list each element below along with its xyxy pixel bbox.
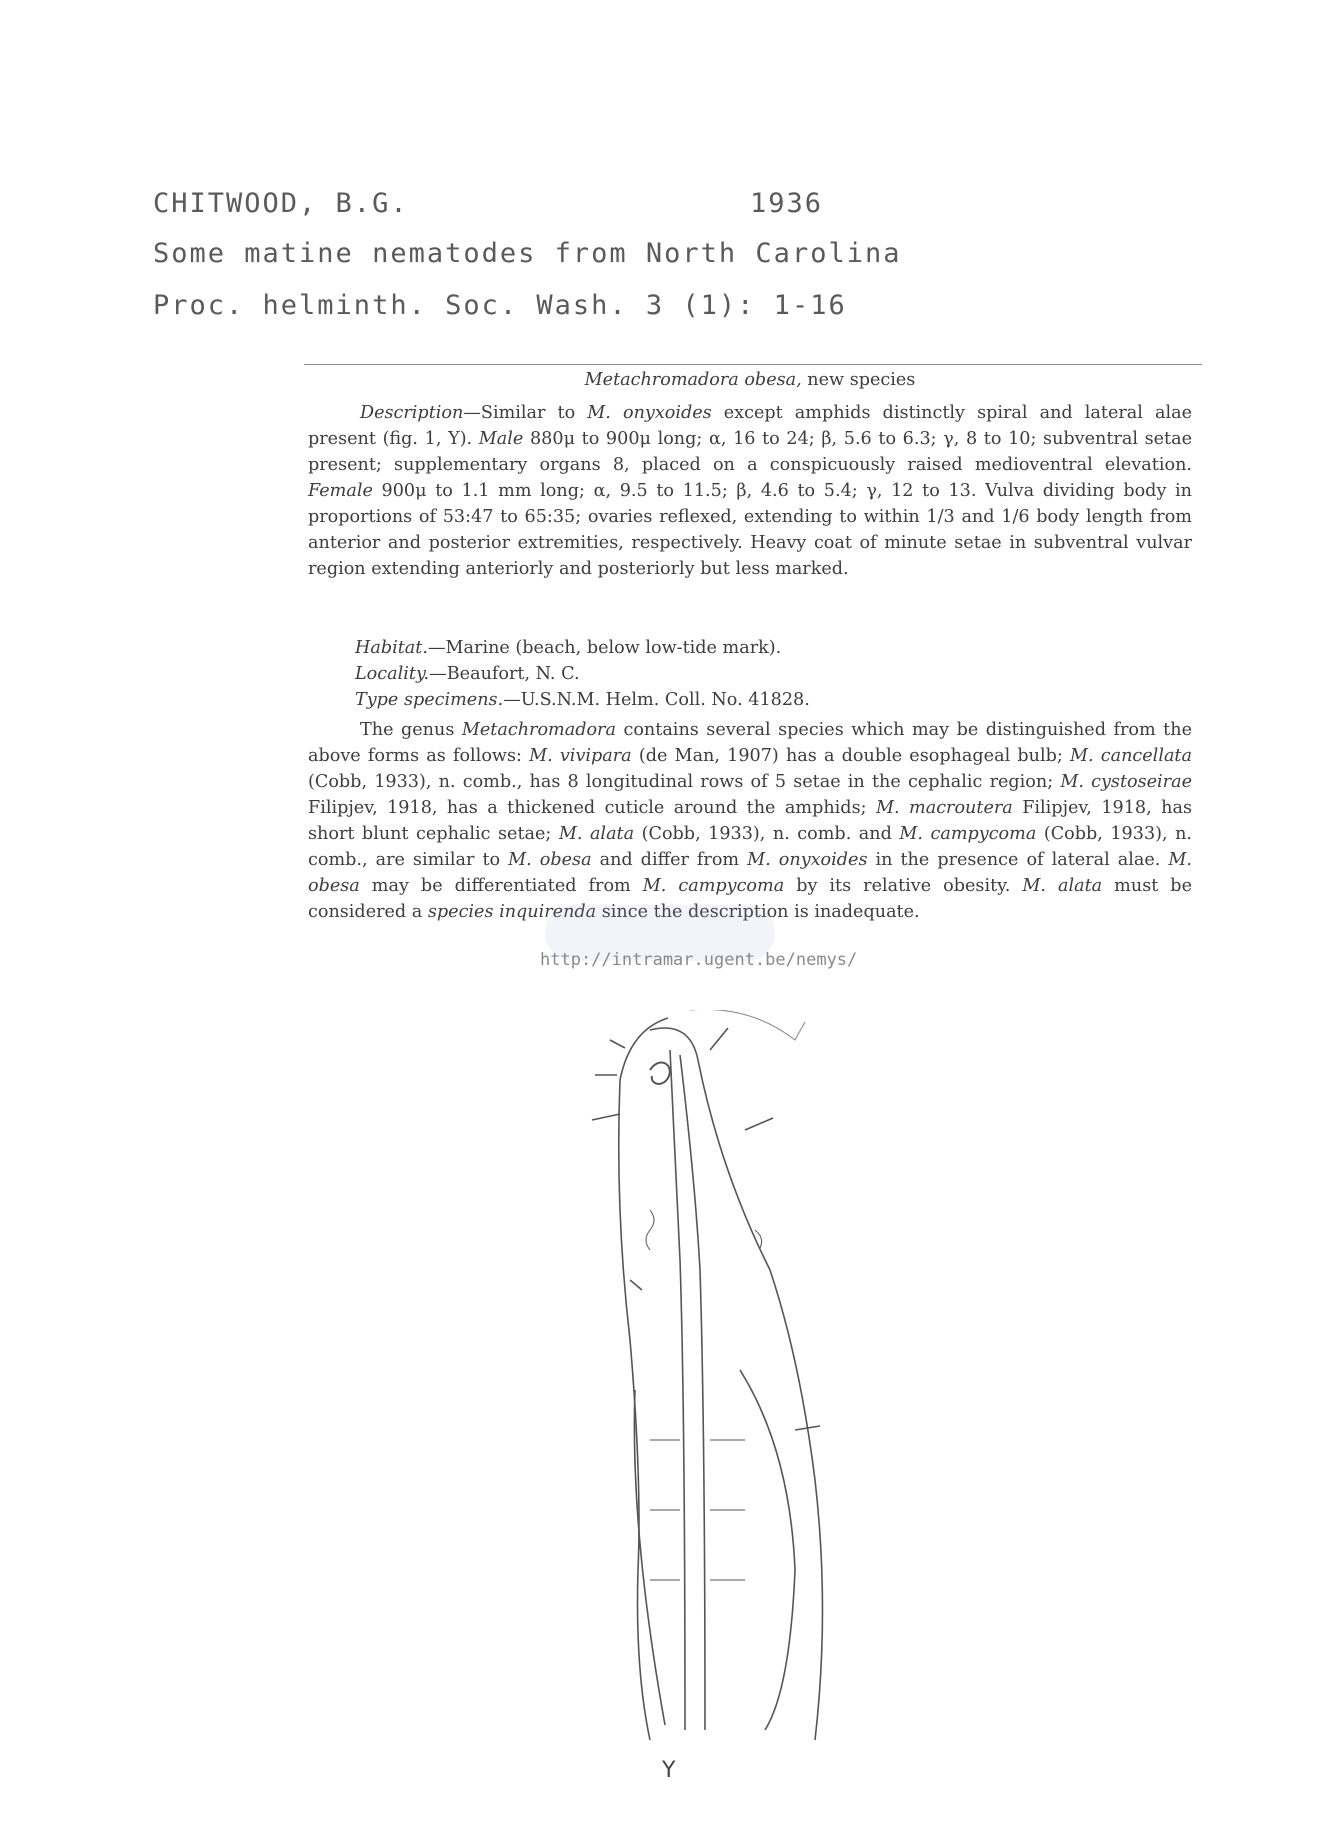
text-span: —Similar to [463,403,588,423]
taxon-name: M. cancellata [1069,746,1192,766]
text-span: The genus [360,720,462,740]
male-label: Male [478,429,524,449]
taxon-name: M. obesa [308,850,1192,896]
type-text: —U.S.N.M. Helm. Coll. No. 41828. [503,690,810,710]
taxon-name: M. onyxoides [587,403,712,423]
taxon-name: M. macroutera [875,798,1013,818]
text-span: and differ from [591,850,748,870]
divider-rule [304,364,1202,365]
text-span: must be considered a [308,876,1192,922]
watermark-url[interactable]: http://intramar.ugent.be/nemys/ [540,950,858,970]
taxon-name: M. campycoma [899,824,1037,844]
text-span: Filipjev, 1918, has a thickened cuticle around the amphids; [308,798,876,818]
species-heading [308,370,1192,390]
female-measurements: 900μ to 1.1 mm long; α, 9.5 to 11.5; β, 4.6 to 5.4; γ, 12 to 13. Vulva dividing body in proportions of 53:47 to 65:35; ovaries reflexed, extending to within 1/3 and 1/6 body length from anterior and posterior extremities, respectively. Heavy coat of minute setae in subventral vulvar region extending anteriorly and posteriorly but less marked. [308,481,1192,579]
locality-line [355,664,580,684]
taxon-name: M. campycoma [642,876,785,896]
text-span: (Cobb, 1933), n. comb., are similar to [308,824,1193,870]
figure-label: Y [662,1758,676,1783]
taxon-name: M. alata [1022,876,1103,896]
text-span: contains several species which may be distinguished from the above forms as follows: [308,720,1192,766]
genus-paragraph [308,717,1192,925]
nematode-illustration [590,1010,920,1750]
female-label: Female [308,481,373,501]
text-span: in the presence of lateral alae. [867,850,1169,870]
text-span: since the description is inadequate. [596,902,920,922]
species-heading-rest: new species [801,370,916,390]
male-measurements: 880μ to 900μ long; α, 16 to 24; β, 5.6 to 6.3; γ, 8 to 10; subventral setae present; supplementary organs 8, placed on a conspicuously raised medioventral elevation. [308,429,1193,475]
taxon-name: M. cystoseirae [1060,772,1192,792]
text-span: by its relative obesity. [784,876,1023,896]
locality-label: Locality. [355,664,430,684]
taxon-name: Metachromadora [461,720,616,740]
card-journal: Proc. helminth. Soc. Wash. 3 (1): 1-16 [153,290,847,321]
type-label: Type specimens. [355,690,504,710]
text-span: (de Man, 1907) has a double esophageal bulb; [631,746,1070,766]
type-specimens-line [355,690,810,710]
text-span: (Cobb, 1933), n. comb., has 8 longitudinal rows of 5 setae in the cephalic region; [308,772,1061,792]
taxon-name: M. onyxoides [747,850,868,870]
text-span: may be differentiated from [359,876,643,896]
taxon-name: species inquirenda [427,902,597,922]
habitat-label: Habitat. [355,638,428,658]
description-paragraph [308,400,1192,582]
card-title: Some matine nematodes from North Carolina [153,238,902,269]
species-name: Metachromadora obesa, [584,370,802,390]
card-year: 1936 [750,188,824,219]
card-author: CHITWOOD, B.G. [153,188,409,219]
habitat-line [355,638,781,658]
locality-text: —Beaufort, N. C. [429,664,580,684]
description-label: Description [360,403,464,423]
taxon-name: M. vivipara [529,746,632,766]
text-span: (Cobb, 1933), n. comb. and [634,824,900,844]
taxon-name: M. obesa [508,850,592,870]
habitat-text: —Marine (beach, below low-tide mark). [427,638,782,658]
text-span: except amphids distinctly spiral and lateral alae present (fig. 1, Y). [308,403,1192,449]
text-span: Filipjev, 1918, has short blunt cephalic setae; [308,798,1192,844]
taxon-name: M. alata [558,824,635,844]
